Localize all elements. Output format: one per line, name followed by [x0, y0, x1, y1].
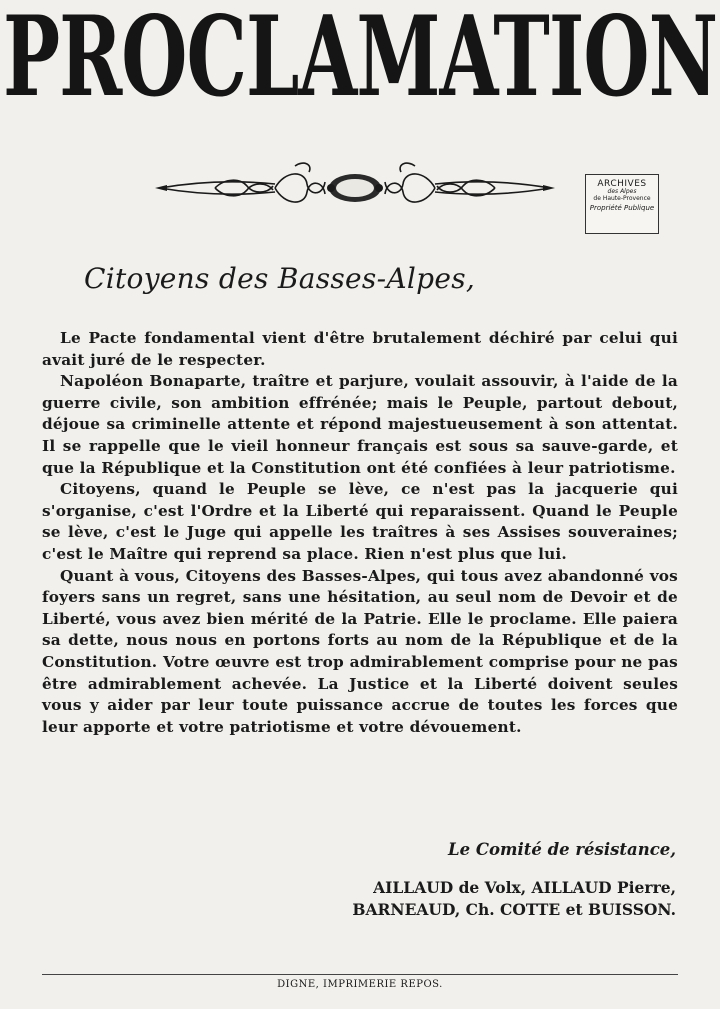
- paragraph: Citoyens, quand le Peuple se lève, ce n'est pas la jacquerie qui s'organise, c'est l'Ordre et la Liberté qui reparaissent. Quand le Peuple se lève, c'est le Juge qui appelle les traîtres à ses Assises souveraines; c'est le Maître qui reprend sa place. Rien n'est plus que lui.: [42, 480, 678, 563]
- signatory-names: [352, 877, 676, 921]
- salutation-heading: Citoyens des Basses-Alpes,: [84, 262, 476, 295]
- proclamation-title: PROCLAMATION: [2, 0, 718, 121]
- footer-divider: [42, 974, 678, 975]
- signatory-line: AILLAUD de Volx, AILLAUD Pierre,: [373, 878, 676, 897]
- archives-stamp: [585, 174, 659, 234]
- proclamation-body: [42, 328, 678, 738]
- stamp-line-3: de Haute-Provence: [593, 195, 651, 203]
- paragraph: Le Pacte fondamental vient d'être brutalement déchiré par celui qui avait juré de le respecter.: [42, 329, 678, 369]
- stamp-line-4: Propriété Publique: [589, 204, 655, 213]
- printer-imprint: DIGNE, IMPRIMERIE REPOS.: [277, 979, 443, 990]
- signatory-line: BARNEAUD, Ch. COTTE et BUISSON.: [352, 900, 676, 919]
- stamp-line-1: ARCHIVES: [597, 179, 647, 189]
- stamp-line-2: des Alpes: [607, 188, 637, 196]
- paragraph: Napoléon Bonaparte, traître et parjure, voulait assouvir, à l'aide de la guerre civile, son ambition effrénée; mais le Peuple, partout debout, déjoue sa criminelle attente et répond majestueusement à son attentat. Il se rappelle que le vieil honneur français est sous sa sauve-garde, et que la République et la Constitution ont été confiées à leur patriotisme.: [42, 372, 678, 477]
- committee-signature: Le Comité de résistance,: [448, 840, 676, 859]
- decorative-ornament: [155, 158, 555, 218]
- paragraph: Quant à vous, Citoyens des Basses-Alpes, qui tous avez abandonné vos foyers sans un regret, sans une hésitation, au seul nom de Devoir et de Liberté, vous avez bien mérité de la Patrie. Elle le proclame. Elle paiera sa dette, nous nous en portons forts au nom de la République et de la Constitution. Votre œuvre est trop admirablement comprise pour ne pas être admirablement achevée. La Justice et la Liberté doivent seules vous y aider par leur toute puissance accrue de toutes les forces que leur apporte et votre patriotisme et votre dévouement.: [42, 566, 678, 736]
